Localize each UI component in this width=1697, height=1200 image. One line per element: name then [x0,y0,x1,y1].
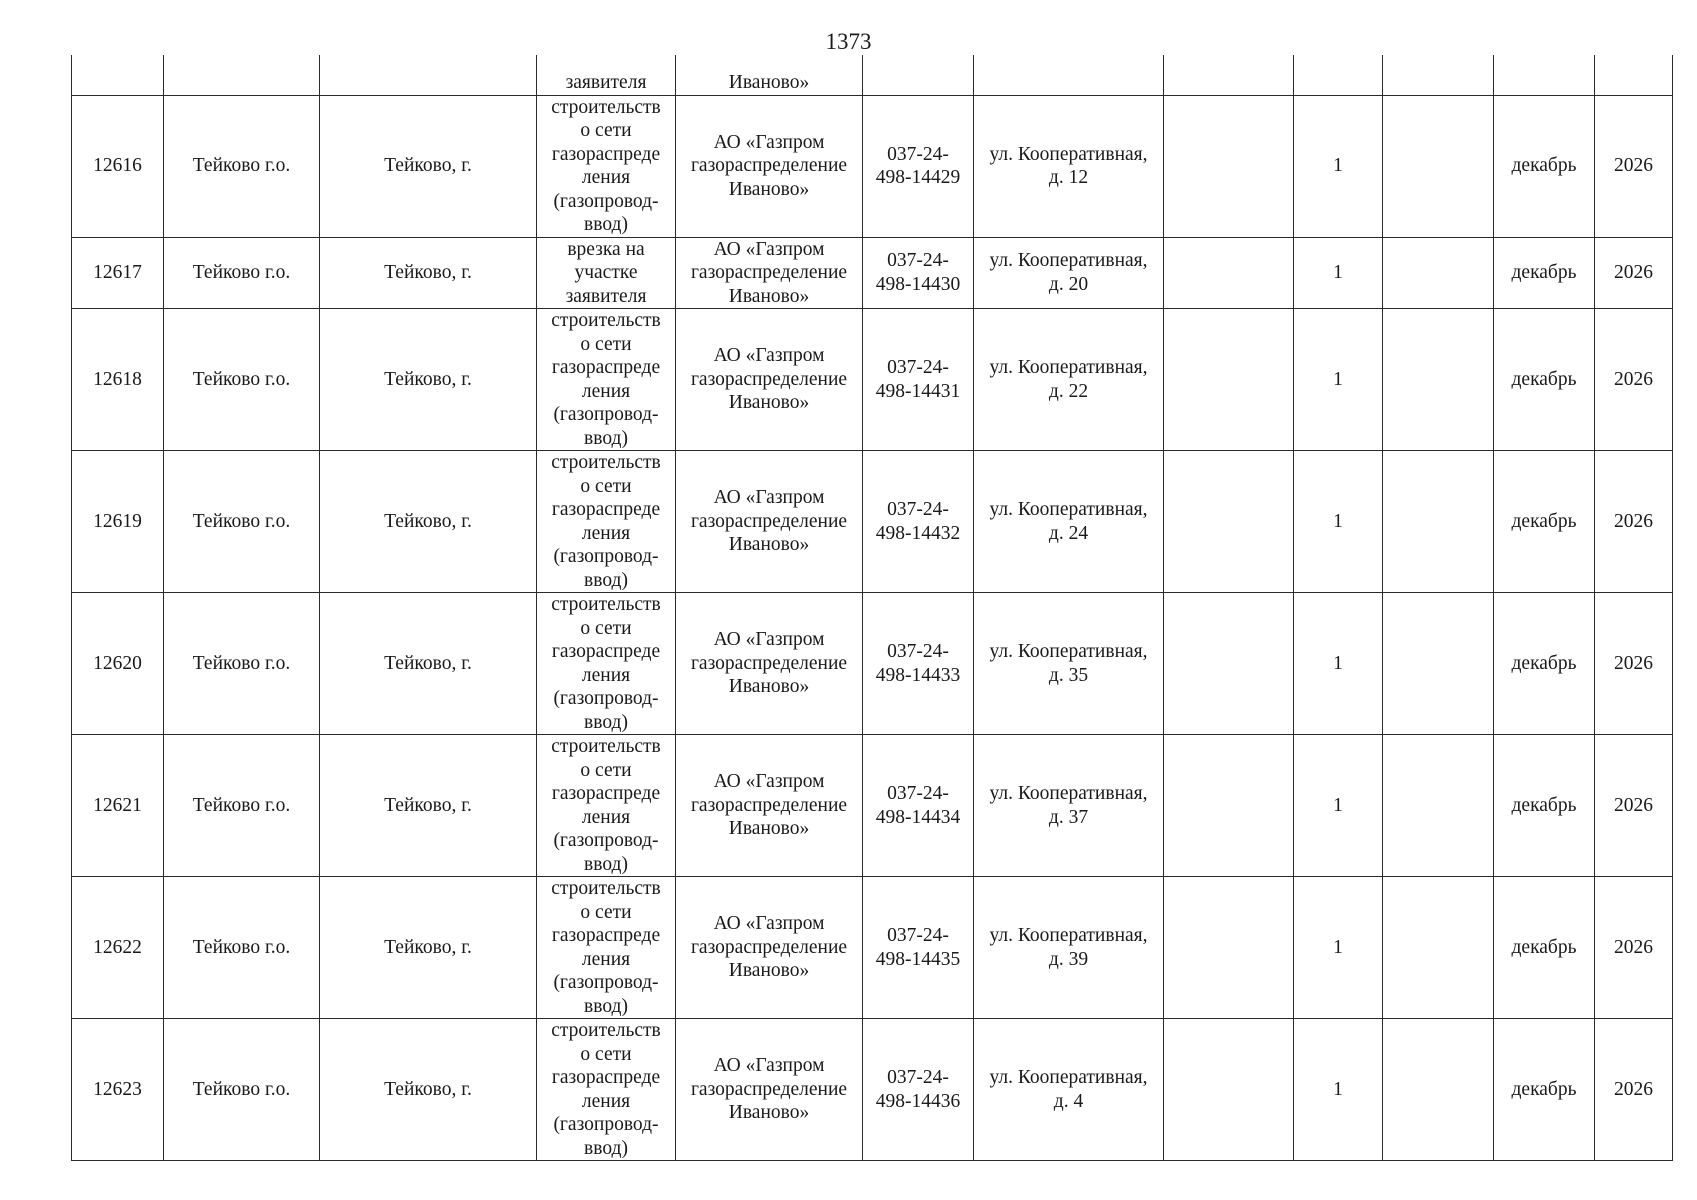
cell-empty [1164,237,1294,309]
cell-work-type: строительств о сети газораспреде ления (газопровод- ввод) [537,1019,676,1161]
cell-month: декабрь [1494,451,1595,593]
cell-empty [1383,309,1494,451]
cell-empty [1164,95,1294,237]
cell-district: Тейково г.о. [164,95,320,237]
cell-address: ул. Кооперативная, д. 37 [974,735,1164,877]
cell-district: Тейково г.о. [164,593,320,735]
cell-address: ул. Кооперативная, д. 12 [974,95,1164,237]
cell-empty [1383,593,1494,735]
cell-address: ул. Кооперативная, д. 35 [974,593,1164,735]
cell-work-type: строительств о сети газораспреде ления (газопровод- ввод) [537,95,676,237]
cell-no [72,55,164,95]
cell-count: 1 [1294,877,1383,1019]
cell-empty [1383,95,1494,237]
cell-month: декабрь [1494,309,1595,451]
cell-empty [1383,451,1494,593]
cell-empty [1294,55,1383,95]
cell-district [164,55,320,95]
cell-operator: АО «Газпром газораспределение Иваново» [676,451,863,593]
cell-locality: Тейково, г. [320,593,537,735]
cell-address: ул. Кооперативная, д. 24 [974,451,1164,593]
gas-connection-table [71,55,1673,1161]
cell-id: 037-24- 498-14435 [863,877,974,1019]
cell-year: 2026 [1595,877,1673,1019]
table-row [72,95,1673,237]
cell-locality [320,55,537,95]
cell-district: Тейково г.о. [164,309,320,451]
cell-locality: Тейково, г. [320,1019,537,1161]
cell-id: 037-24- 498-14434 [863,735,974,877]
cell-district: Тейково г.о. [164,877,320,1019]
cell-operator: АО «Газпром газораспределение Иваново» [676,1019,863,1161]
cell-year: 2026 [1595,451,1673,593]
cell-empty [1383,877,1494,1019]
cell-no: 12620 [72,593,164,735]
cell-month: декабрь [1494,735,1595,877]
cell-id: 037-24- 498-14431 [863,309,974,451]
table-row [72,237,1673,309]
cell-no: 12618 [72,309,164,451]
cell-empty [1494,55,1595,95]
cell-id [863,55,974,95]
cell-address: ул. Кооперативная, д. 20 [974,237,1164,309]
cell-operator: Иваново» [676,55,863,95]
cell-district: Тейково г.о. [164,451,320,593]
cell-work-type: строительств о сети газораспреде ления (газопровод- ввод) [537,593,676,735]
cell-empty [1164,877,1294,1019]
cell-month: декабрь [1494,1019,1595,1161]
cell-operator: АО «Газпром газораспределение Иваново» [676,309,863,451]
cell-empty [1383,735,1494,877]
cell-work-type: врезка на участке заявителя [537,237,676,309]
cell-count: 1 [1294,237,1383,309]
continuation-row [72,55,1673,95]
cell-locality: Тейково, г. [320,735,537,877]
cell-year: 2026 [1595,735,1673,877]
cell-month: декабрь [1494,95,1595,237]
cell-locality: Тейково, г. [320,877,537,1019]
page-number: 1373 [825,29,872,54]
cell-month: декабрь [1494,877,1595,1019]
cell-work-type: строительств о сети газораспреде ления (газопровод- ввод) [537,735,676,877]
cell-month: декабрь [1494,593,1595,735]
cell-operator: АО «Газпром газораспределение Иваново» [676,877,863,1019]
cell-count: 1 [1294,309,1383,451]
cell-empty [1164,309,1294,451]
cell-empty [1164,735,1294,877]
cell-district: Тейково г.о. [164,237,320,309]
cell-no: 12617 [72,237,164,309]
cell-empty [1595,55,1673,95]
cell-no: 12619 [72,451,164,593]
cell-operator: АО «Газпром газораспределение Иваново» [676,95,863,237]
table-row [72,735,1673,877]
cell-no: 12623 [72,1019,164,1161]
cell-id: 037-24- 498-14436 [863,1019,974,1161]
cell-address: ул. Кооперативная, д. 22 [974,309,1164,451]
cell-id: 037-24- 498-14430 [863,237,974,309]
cell-year: 2026 [1595,593,1673,735]
cell-operator: АО «Газпром газораспределение Иваново» [676,593,863,735]
cell-count: 1 [1294,95,1383,237]
cell-count: 1 [1294,735,1383,877]
cell-locality: Тейково, г. [320,309,537,451]
cell-work-type: строительств о сети газораспреде ления (газопровод- ввод) [537,309,676,451]
table-row [72,1019,1673,1161]
cell-empty [1383,237,1494,309]
cell-empty [1383,55,1494,95]
cell-work-type: строительств о сети газораспреде ления (газопровод- ввод) [537,451,676,593]
cell-operator: АО «Газпром газораспределение Иваново» [676,735,863,877]
cell-count: 1 [1294,593,1383,735]
cell-month: декабрь [1494,237,1595,309]
cell-operator: АО «Газпром газораспределение Иваново» [676,237,863,309]
cell-id: 037-24- 498-14429 [863,95,974,237]
cell-address: ул. Кооперативная, д. 39 [974,877,1164,1019]
cell-work-type: заявителя [537,55,676,95]
table-row [72,451,1673,593]
cell-no: 12616 [72,95,164,237]
table-row [72,309,1673,451]
cell-no: 12622 [72,877,164,1019]
cell-address [974,55,1164,95]
cell-district: Тейково г.о. [164,735,320,877]
cell-work-type: строительств о сети газораспреде ления (газопровод- ввод) [537,877,676,1019]
cell-empty [1164,451,1294,593]
cell-empty [1383,1019,1494,1161]
cell-empty [1164,593,1294,735]
cell-id: 037-24- 498-14433 [863,593,974,735]
cell-no: 12621 [72,735,164,877]
cell-locality: Тейково, г. [320,95,537,237]
cell-locality: Тейково, г. [320,451,537,593]
cell-count: 1 [1294,451,1383,593]
cell-id: 037-24- 498-14432 [863,451,974,593]
cell-year: 2026 [1595,237,1673,309]
table-row [72,593,1673,735]
cell-locality: Тейково, г. [320,237,537,309]
table-row [72,877,1673,1019]
cell-empty [1164,55,1294,95]
cell-year: 2026 [1595,95,1673,237]
cell-district: Тейково г.о. [164,1019,320,1161]
cell-address: ул. Кооперативная, д. 4 [974,1019,1164,1161]
cell-year: 2026 [1595,1019,1673,1161]
table-body [72,55,1673,1161]
cell-empty [1164,1019,1294,1161]
cell-year: 2026 [1595,309,1673,451]
cell-count: 1 [1294,1019,1383,1161]
